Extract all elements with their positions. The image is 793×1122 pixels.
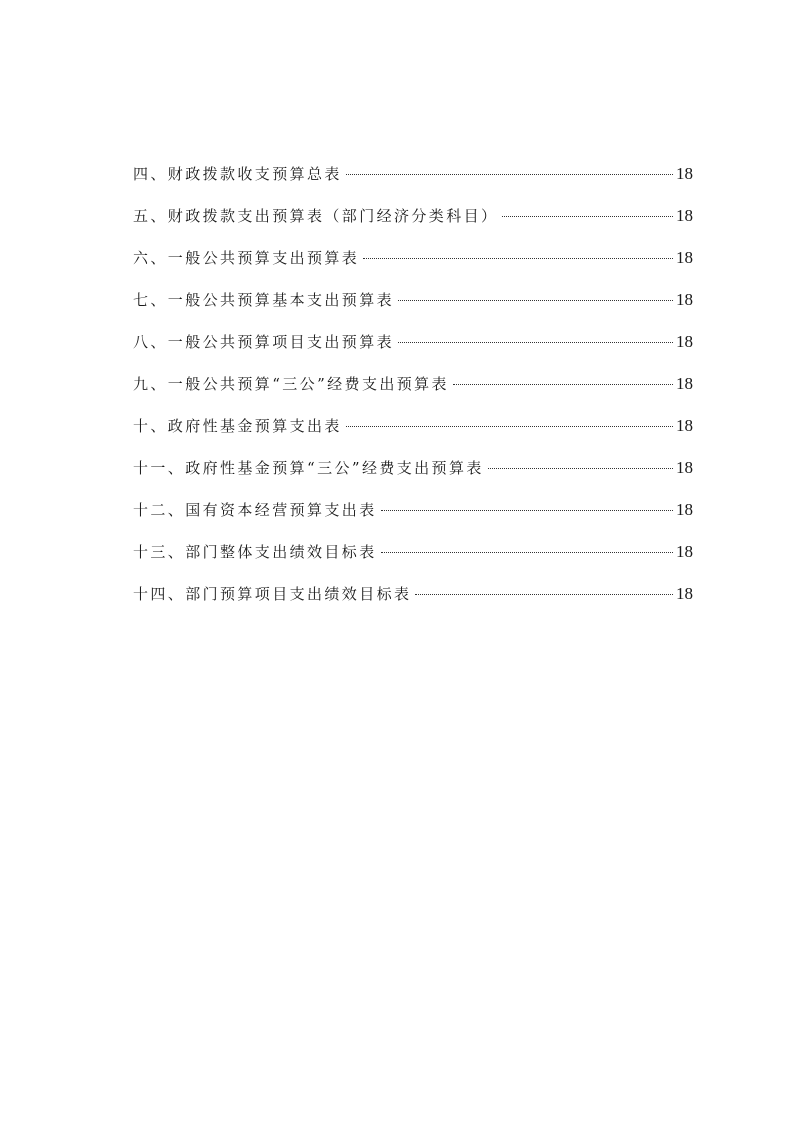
toc-dot-leader: [502, 216, 673, 217]
toc-dot-leader: [381, 510, 673, 511]
toc-dot-leader: [415, 594, 673, 595]
toc-entry-title: 十三、部门整体支出绩效目标表: [133, 543, 377, 561]
toc-entry-title: 八、一般公共预算项目支出预算表: [133, 333, 395, 351]
toc-entry-title: 四、财政拨款收支预算总表: [133, 165, 342, 183]
toc-entry[interactable]: [133, 540, 693, 582]
toc-entry[interactable]: [133, 330, 693, 372]
toc-dot-leader: [453, 384, 673, 385]
toc-entry-page: 18: [676, 332, 693, 351]
toc-entry-page: 18: [676, 248, 693, 267]
table-of-contents: [133, 162, 693, 624]
toc-entry[interactable]: [133, 414, 693, 456]
toc-entry[interactable]: [133, 456, 693, 498]
toc-dot-leader: [363, 258, 673, 259]
toc-entry-title: 六、一般公共预算支出预算表: [133, 249, 360, 267]
toc-entry[interactable]: [133, 288, 693, 330]
toc-entry[interactable]: [133, 204, 693, 246]
toc-entry-page: 18: [676, 458, 693, 477]
toc-dot-leader: [381, 552, 673, 553]
toc-entry-page: 18: [676, 584, 693, 603]
toc-dot-leader: [488, 468, 673, 469]
toc-entry-title: 十、政府性基金预算支出表: [133, 417, 342, 435]
toc-entry[interactable]: [133, 498, 693, 540]
toc-entry-page: 18: [676, 164, 693, 183]
toc-dot-leader: [346, 426, 673, 427]
toc-entry[interactable]: [133, 372, 693, 414]
toc-entry-page: 18: [676, 542, 693, 561]
toc-entry-title: 九、一般公共预算“三公”经费支出预算表: [133, 375, 449, 393]
toc-entry-title: 十四、部门预算项目支出绩效目标表: [133, 585, 412, 603]
toc-entry-page: 18: [676, 416, 693, 435]
toc-entry-page: 18: [676, 374, 693, 393]
toc-entry-title: 十二、国有资本经营预算支出表: [133, 501, 377, 519]
toc-entry-page: 18: [676, 500, 693, 519]
toc-entry[interactable]: [133, 162, 693, 204]
toc-dot-leader: [398, 342, 673, 343]
toc-entry-page: 18: [676, 206, 693, 225]
toc-entry-title: 七、一般公共预算基本支出预算表: [133, 291, 395, 309]
toc-entry[interactable]: [133, 246, 693, 288]
toc-entry[interactable]: [133, 582, 693, 624]
toc-entry-page: 18: [676, 290, 693, 309]
toc-dot-leader: [398, 300, 673, 301]
toc-entry-title: 五、财政拨款支出预算表（部门经济分类科目）: [133, 207, 499, 225]
toc-dot-leader: [346, 174, 673, 175]
toc-entry-title: 十一、政府性基金预算“三公”经费支出预算表: [133, 459, 484, 477]
